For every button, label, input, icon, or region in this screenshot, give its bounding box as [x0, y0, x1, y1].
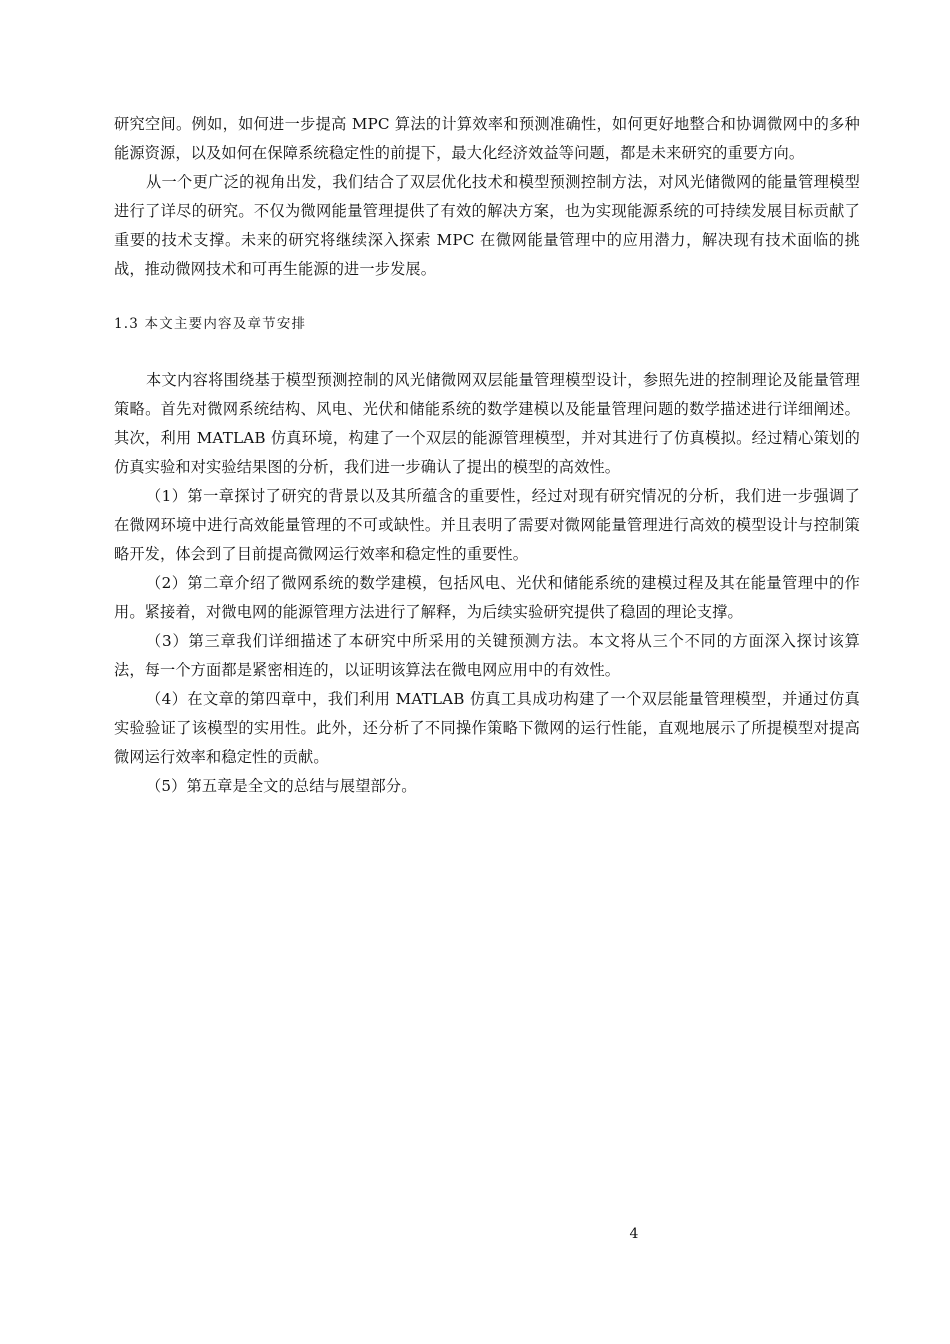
page-body [114, 110, 860, 801]
intro-paragraph-summary: 从一个更广泛的视角出发，我们结合了双层优化技术和模型预测控制方法，对风光储微网的能量管理模型进行了详尽的研究。不仅为微网能量管理提供了有效的解决方案，也为实现能源系统的可持续发展目标贡献了重要的技术支撑。未来的研究将继续深入探索 MPC 在微网能量管理中的应用潜力，解决现有技术面临的挑战，推动微网技术和可再生能源的进一步发展。 [114, 173, 860, 278]
section-heading: 1.3 本文主要内容及章节安排 [114, 316, 307, 332]
section-paragraph-chapter-4: （4）在文章的第四章中，我们利用 MATLAB 仿真工具成功构建了一个双层能量管理模型，并通过仿真实验验证了该模型的实用性。此外，还分析了不同操作策略下微网的运行性能，直观地展示了所提模型对提高微网运行效率和稳定性的贡献。 [114, 690, 860, 766]
section-paragraph-chapter-5: （5）第五章是全文的总结与展望部分。 [146, 777, 417, 795]
section-paragraph-overview: 本文内容将围绕基于模型预测控制的风光储微网双层能量管理模型设计，参照先进的控制理论及能量管理策略。首先对微网系统结构、风电、光伏和储能系统的数学建模以及能量管理问题的数学描述进行详细阐述。其次，利用 MATLAB 仿真环境，构建了一个双层的能源管理模型，并对其进行了仿真模拟。经过精心策划的仿真实验和对实验结果图的分析，我们进一步确认了提出的模型的高效性。 [114, 371, 860, 476]
intro-paragraph-continuation: 研究空间。例如，如何进一步提高 MPC 算法的计算效率和预测准确性，如何更好地整合和协调微网中的多种能源资源，以及如何在保障系统稳定性的前提下，最大化经济效益等问题，都是未来研究的重要方向。 [114, 115, 860, 162]
section-paragraph-chapter-3: （3）第三章我们详细描述了本研究中所采用的关键预测方法。本文将从三个不同的方面深入探讨该算法，每一个方面都是紧密相连的，以证明该算法在微电网应用中的有效性。 [114, 632, 860, 679]
section-paragraph-chapter-2: （2）第二章介绍了微网系统的数学建模，包括风电、光伏和储能系统的建模过程及其在能量管理中的作用。紧接着，对微电网的能源管理方法进行了解释，为后续实验研究提供了稳固的理论支撑。 [114, 574, 860, 621]
section-paragraph-chapter-1: （1）第一章探讨了研究的背景以及其所蕴含的重要性，经过对现有研究情况的分析，我们进一步强调了在微网环境中进行高效能量管理的不可或缺性。并且表明了需要对微网能量管理进行高效的模型设计与控制策略开发，体会到了目前提高微网运行效率和稳定性的重要性。 [114, 487, 860, 563]
page-number: 4 [629, 1226, 639, 1242]
